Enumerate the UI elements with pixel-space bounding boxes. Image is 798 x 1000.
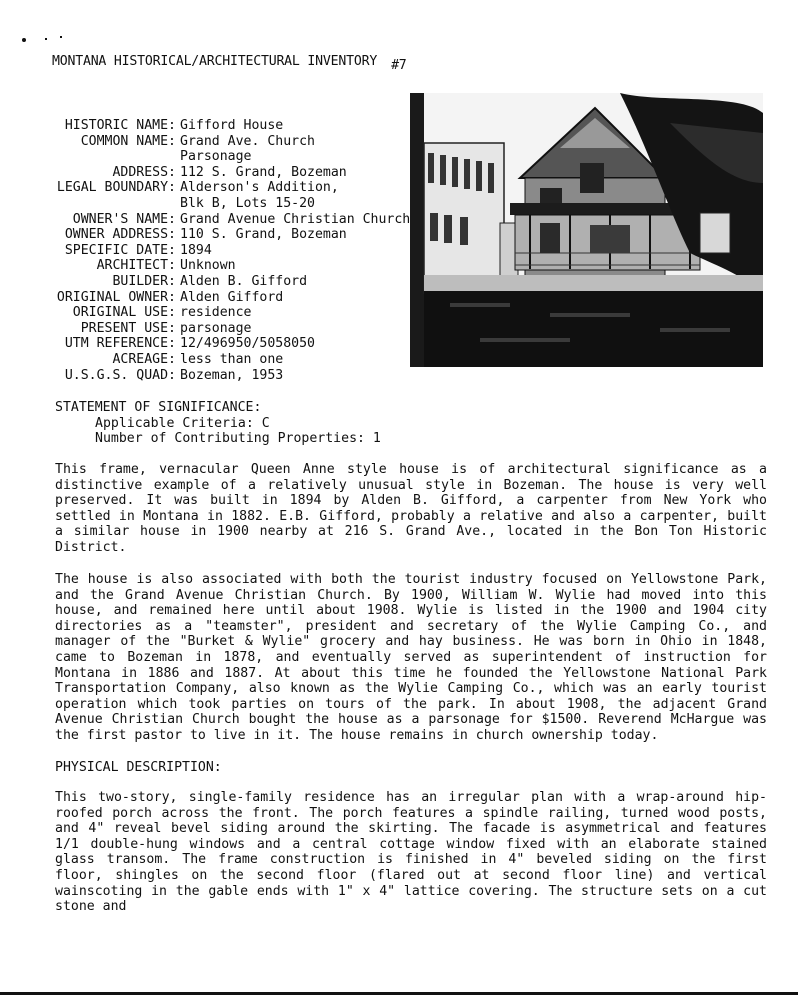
field-label: ORIGINAL USE: — [72, 305, 176, 321]
field-label: ADDRESS: — [112, 164, 176, 180]
field-row — [52, 149, 410, 165]
field-label: OWNER ADDRESS: — [64, 227, 176, 243]
statement-of-significance — [55, 400, 381, 447]
significance-paragraph-2: The house is also associated with both the tourist industry focused on Yellowstone Park, and the Grand Avenue Christian Church. By 1900, William W. Wylie had moved into this house, and remained here until about 1908. Wylie is listed in the 1900 and 1904 city directories as a "teamster", president and secretary of the Wylie Camping Co., and manager of the "Burket & Wylie" grocery and hay business. He was born in Ohio in 1848, came to Bozeman in 1878, and eventually served as superintendent of instruction for Montana in 1886 and 1887. At about this time he founded the Yellowstone National Park Transportation Company, also known as the Wylie Camping Co., which was an early tourist operation which took parties on tours of the park. In about 1908, the adjacent Grand Avenue Christian Church bought the house as a parsonage for $1500. Reverend McHargue was the first pastor to live in it. The house remains in church ownership today. — [55, 572, 767, 743]
field-value: 112 S. Grand, Bozeman — [180, 164, 347, 180]
statement-heading: STATEMENT OF SIGNIFICANCE: — [55, 400, 262, 415]
field-label: COMMON NAME: — [80, 133, 176, 149]
field-label: PRESENT USE: — [80, 320, 176, 336]
field-value: Alderson's Addition, — [180, 180, 339, 196]
field-value: Unknown — [180, 258, 236, 274]
field-row — [52, 305, 410, 321]
field-row — [52, 196, 410, 212]
field-row — [52, 352, 410, 368]
field-row — [52, 134, 410, 150]
bottom-rule — [0, 992, 798, 995]
field-value: Blk B, Lots 15-20 — [180, 195, 315, 211]
field-value: Grand Avenue Christian Church — [180, 211, 411, 227]
field-row — [52, 274, 410, 290]
applicable-criteria: Applicable Criteria: C — [95, 415, 270, 431]
field-label: ARCHITECT: — [96, 258, 176, 274]
field-row — [52, 243, 410, 259]
field-value: 12/496950/5058050 — [180, 336, 315, 352]
field-label — [52, 196, 180, 212]
field-value: residence — [180, 305, 252, 321]
field-label: UTM REFERENCE: — [64, 336, 176, 352]
field-label: OWNER'S NAME: — [72, 211, 176, 227]
scan-speck — [45, 38, 47, 40]
physical-description-heading: PHYSICAL DESCRIPTION: — [55, 760, 222, 775]
field-label — [52, 149, 180, 165]
field-value: less than one — [180, 351, 284, 367]
field-value: Bozeman, 1953 — [180, 367, 284, 383]
field-row — [52, 118, 410, 134]
field-value: Alden B. Gifford — [180, 273, 308, 289]
field-row — [52, 227, 410, 243]
field-row — [52, 212, 410, 228]
page-header — [52, 54, 407, 73]
inventory-title: MONTANA HISTORICAL/ARCHITECTURAL INVENTORY — [52, 54, 378, 69]
field-value: Alden Gifford — [180, 289, 284, 305]
contributing-properties: Number of Contributing Properties: 1 — [95, 431, 381, 447]
field-label: LEGAL BOUNDARY: — [56, 180, 176, 196]
field-label: BUILDER: — [112, 273, 176, 289]
field-row — [52, 258, 410, 274]
field-value: Parsonage — [180, 149, 252, 165]
field-row — [52, 321, 410, 337]
field-row — [52, 180, 410, 196]
inventory-number: #7 — [391, 58, 407, 73]
field-value: Gifford House — [180, 118, 284, 133]
field-row — [52, 290, 410, 306]
field-label: SPECIFIC DATE: — [64, 242, 176, 258]
scan-speck — [22, 38, 26, 42]
field-row — [52, 368, 410, 384]
field-value: Grand Ave. Church — [180, 133, 315, 149]
field-row — [52, 336, 410, 352]
field-label: ORIGINAL OWNER: — [56, 289, 176, 305]
property-fields — [52, 118, 410, 383]
scan-speck — [60, 36, 62, 38]
field-value: 1894 — [180, 242, 212, 258]
house-photo — [410, 93, 763, 367]
field-label: U.S.G.S. QUAD: — [64, 367, 176, 383]
field-row — [52, 165, 410, 181]
significance-paragraph-1: This frame, vernacular Queen Anne style house is of architectural significance as a distinctive example of a relatively unusual style in Bozeman. The house is very well preserved. It was built in 1894 by Alden B. Gifford, a carpenter from New York who settled in Montana in 1882. E.B. Gifford, probably a relative and also a carpenter, built a similar house in 1900 nearby at 216 S. Grand Ave., located in the Bon Ton Historic District. — [55, 462, 767, 555]
field-value: 110 S. Grand, Bozeman — [180, 227, 347, 243]
physical-description-paragraph: This two-story, single-family residence has an irregular plan with a wrap-around hip-roofed porch across the front. The porch features a spindle railing, turned wood posts, and 4" reveal bevel siding around the skirting. The facade is asymmetrical and features 1/1 double-hung windows and a central cottage window fixed with an elaborate stained glass transom. The frame construction is finished in 4" beveled siding on the first floor, shingles on the second floor (flared out at second floor line) and vertical wainscoting in the gable ends with 1" x 4" lattice covering. The structure sets on a cut stone and — [55, 790, 767, 915]
field-label: HISTORIC NAME: — [64, 118, 176, 133]
field-label: ACREAGE: — [112, 351, 176, 367]
field-value: parsonage — [180, 320, 252, 336]
